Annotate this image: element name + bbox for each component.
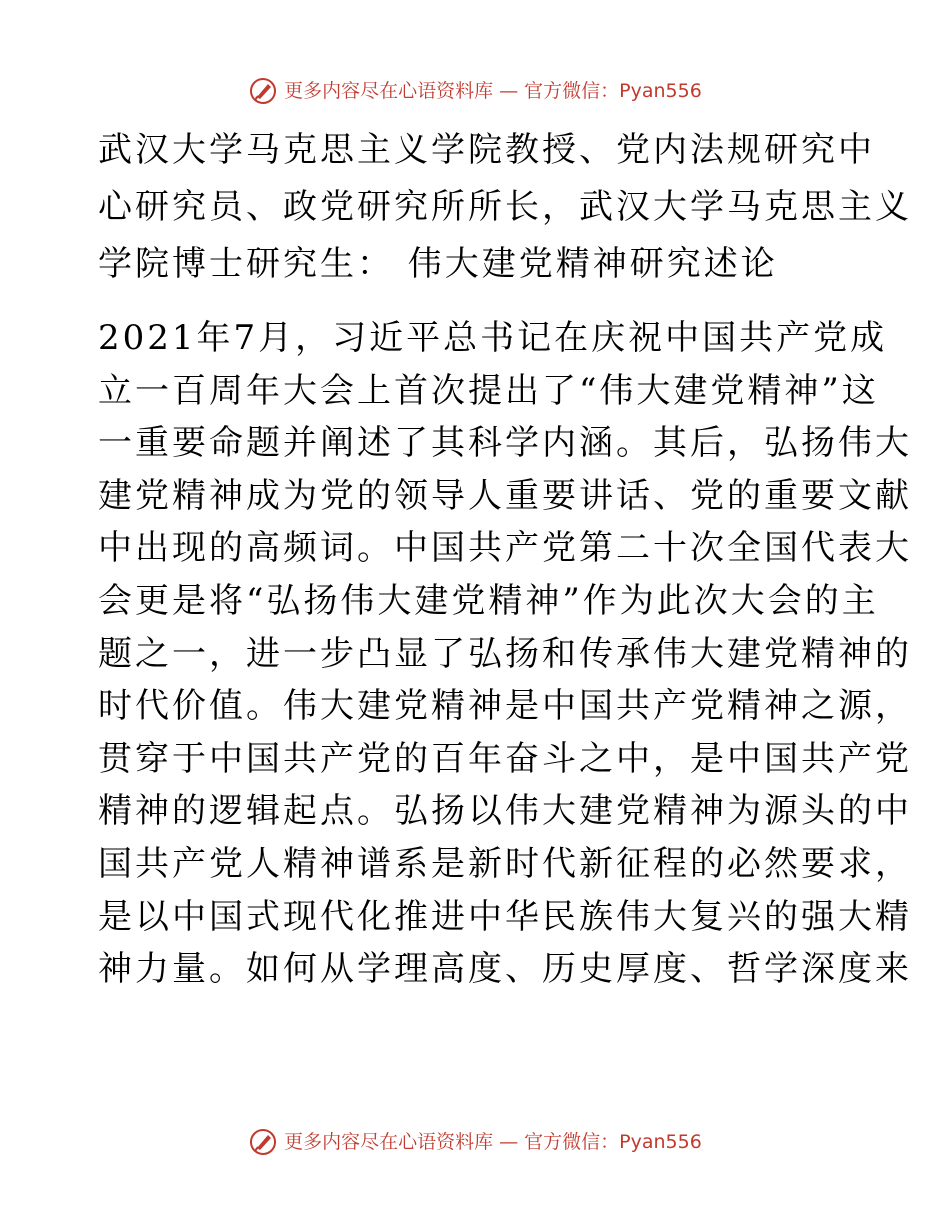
document-title [98, 122, 912, 293]
watermark-account: 官方微信：Pyan556 [524, 80, 702, 102]
body-line: 神力量。如何从学理高度、历史厚度、哲学深度来 [98, 949, 912, 990]
body-line: 是以中国式现代化推进中华民族伟大复兴的强大精 [98, 896, 912, 937]
body-line: 中出现的高频词。中国共产党第二十次全国代表大 [98, 528, 912, 569]
body-line: 精神的逻辑起点。弘扬以伟大建党精神为源头的中 [98, 791, 912, 832]
watermark-dash: — [499, 1131, 519, 1153]
quill-logo-icon [248, 1127, 278, 1157]
watermark-account: 官方微信：Pyan556 [524, 1131, 702, 1153]
body-line: 国共产党人精神谱系是新时代新征程的必然要求， [98, 843, 912, 884]
quill-logo-icon [248, 76, 278, 106]
body-line: 贯穿于中国共产党的百年奋斗之中，是中国共产党 [98, 738, 912, 779]
title-line: 武汉大学马克思主义学院教授、党内法规研究中 [98, 130, 875, 170]
footer-watermark [0, 1127, 950, 1157]
watermark-dash: — [499, 80, 519, 102]
body-line: 2021年7月，习近平总书记在庆祝中国共产党成 [98, 318, 888, 358]
body-line: 一重要命题并阐述了其科学内涵。其后，弘扬伟大 [98, 423, 912, 464]
body-line: 建党精神成为党的领导人重要讲话、党的重要文献 [98, 475, 912, 516]
body-line: 题之一，进一步凸显了弘扬和传承伟大建党精神的 [98, 633, 912, 674]
body-paragraph [98, 312, 912, 996]
title-line: 学院博士研究生： 伟大建党精神研究述论 [98, 244, 778, 284]
watermark-text: 更多内容尽在心语资料库 [284, 80, 494, 102]
title-line: 心研究员、政党研究所所长，武汉大学马克思主义 [98, 187, 912, 227]
body-line: 时代价值。伟大建党精神是中国共产党精神之源， [98, 686, 912, 727]
watermark-text: 更多内容尽在心语资料库 [284, 1131, 494, 1153]
body-line: 会更是将“弘扬伟大建党精神”作为此次大会的主 [98, 580, 879, 621]
header-watermark [0, 76, 950, 106]
body-line: 立一百周年大会上首次提出了“伟大建党精神”这 [98, 370, 879, 411]
